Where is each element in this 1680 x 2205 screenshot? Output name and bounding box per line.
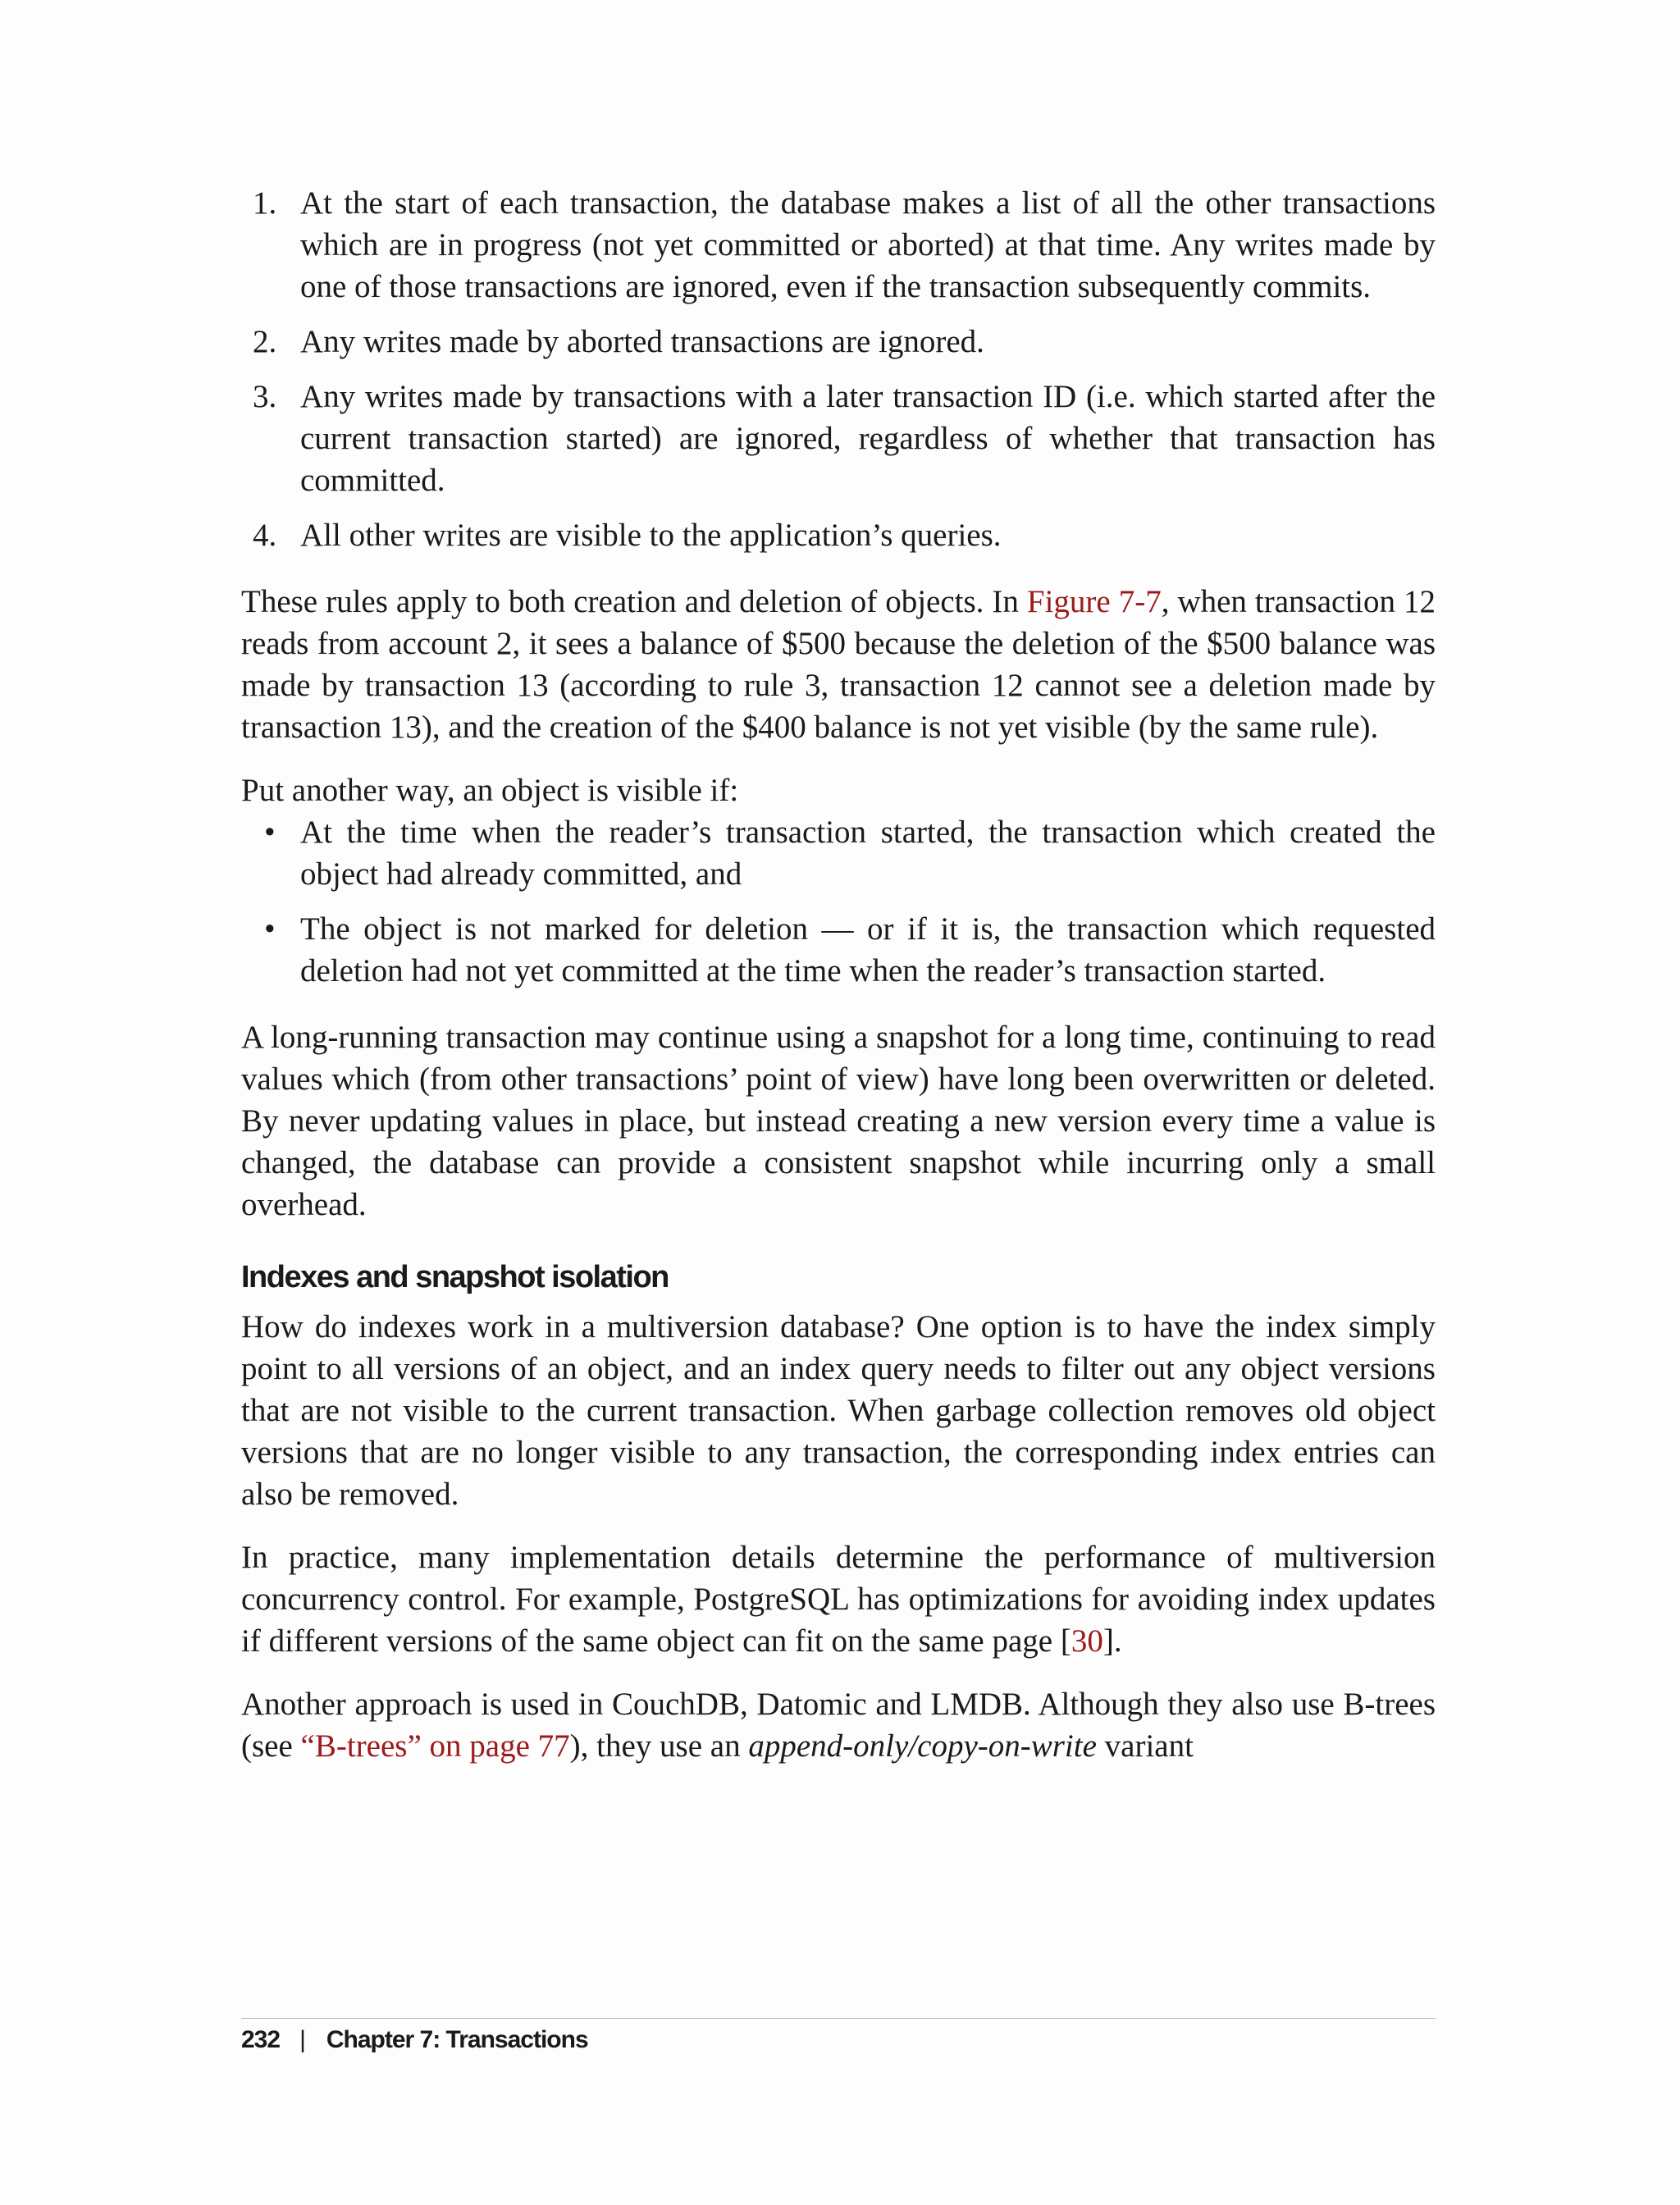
- visibility-rules-list: [241, 182, 1436, 556]
- bullet-icon: •: [264, 815, 276, 850]
- paragraph-in-practice: In practice, many implementation details determine the performance of multiversion concurrency control. For example, PostgreSQL has optimizations for avoiding index updates if different versions of the same object can fit on the same page [30].: [241, 1540, 1436, 1659]
- page-body: [241, 182, 1436, 1767]
- page-number: 232: [241, 2026, 281, 2053]
- list-item-number: 4.: [253, 518, 277, 553]
- paragraph-put-another-way: Put another way, an object is visible if:: [241, 773, 739, 808]
- list-item: [241, 514, 1436, 556]
- paragraph-indexes: How do indexes work in a multiversion database? One option is to have the index simply point to all versions of an object, and an index query needs to filter out any object versions that are not visible to the current transaction. When garbage collection removes old object versions that are no longer visible to any transaction, the corresponding index entries can also be removed.: [241, 1309, 1436, 1512]
- list-item-number: 3.: [253, 379, 277, 414]
- chapter-title: Chapter 7: Transactions: [326, 2026, 588, 2053]
- bullet-icon: •: [264, 911, 276, 947]
- list-item-text: Any writes made by aborted transactions are ignored.: [300, 324, 984, 359]
- paragraph-long-running: A long-running transaction may continue using a snapshot for a long time, continuing to read values which (from other transactions’ point of view) have long been overwritten or deleted. By never updating values in place, but instead creating a new version every time a value is changed, the database can provide a consistent snapshot while incurring only a small overhead.: [241, 1020, 1436, 1222]
- figure-7-7-link[interactable]: Figure 7-7: [1026, 584, 1162, 619]
- list-item-text: All other writes are visible to the application’s queries.: [300, 518, 1002, 553]
- list-item-number: 2.: [253, 324, 277, 359]
- list-item: [241, 908, 1436, 992]
- list-item: [241, 811, 1436, 895]
- list-item: [241, 182, 1436, 308]
- footer-separator: |: [299, 2026, 305, 2053]
- btrees-page-77-link[interactable]: “B-trees” on page 77: [300, 1728, 570, 1764]
- visibility-conditions-list: [241, 811, 1436, 992]
- paragraph-another-approach: Another approach is used in CouchDB, Datomic and LMDB. Although they also use B-trees (see “B-trees” on page 77), they use an append-only/copy-on-write variant: [241, 1687, 1436, 1764]
- reference-30-link[interactable]: 30: [1071, 1623, 1103, 1659]
- page-footer: [241, 2026, 588, 2054]
- paragraph-rules-apply: These rules apply to both creation and deletion of objects. In Figure 7-7, when transaction 12 reads from account 2, it sees a balance of $500 because the deletion of the $500 balance was made by transaction 13 (according to rule 3, transaction 12 cannot see a deletion made by transaction 13), and the creation of the $400 balance is not yet visible (by the same rule).: [241, 584, 1436, 745]
- footer-divider: [241, 2018, 1436, 2019]
- list-item: [241, 376, 1436, 501]
- list-item-text: At the start of each transaction, the database makes a list of all the other transactions which are in progress (not yet committed or aborted) at that time. Any writes made by one of those transactions are ignored, even if the transaction subsequently commits.: [300, 185, 1436, 304]
- list-item-number: 1.: [253, 185, 277, 221]
- list-item-text: The object is not marked for deletion — or if it is, the transaction which requested deletion had not yet committed at the time when the reader’s transaction started.: [300, 911, 1436, 988]
- list-item: [241, 321, 1436, 363]
- list-item-text: Any writes made by transactions with a later transaction ID (i.e. which started after the current transaction started) are ignored, regardless of whether that transaction has committed.: [300, 379, 1436, 498]
- section-heading: Indexes and snapshot isolation: [241, 1260, 669, 1294]
- list-item-text: At the time when the reader’s transaction started, the transaction which created the object had already committed, and: [300, 815, 1436, 892]
